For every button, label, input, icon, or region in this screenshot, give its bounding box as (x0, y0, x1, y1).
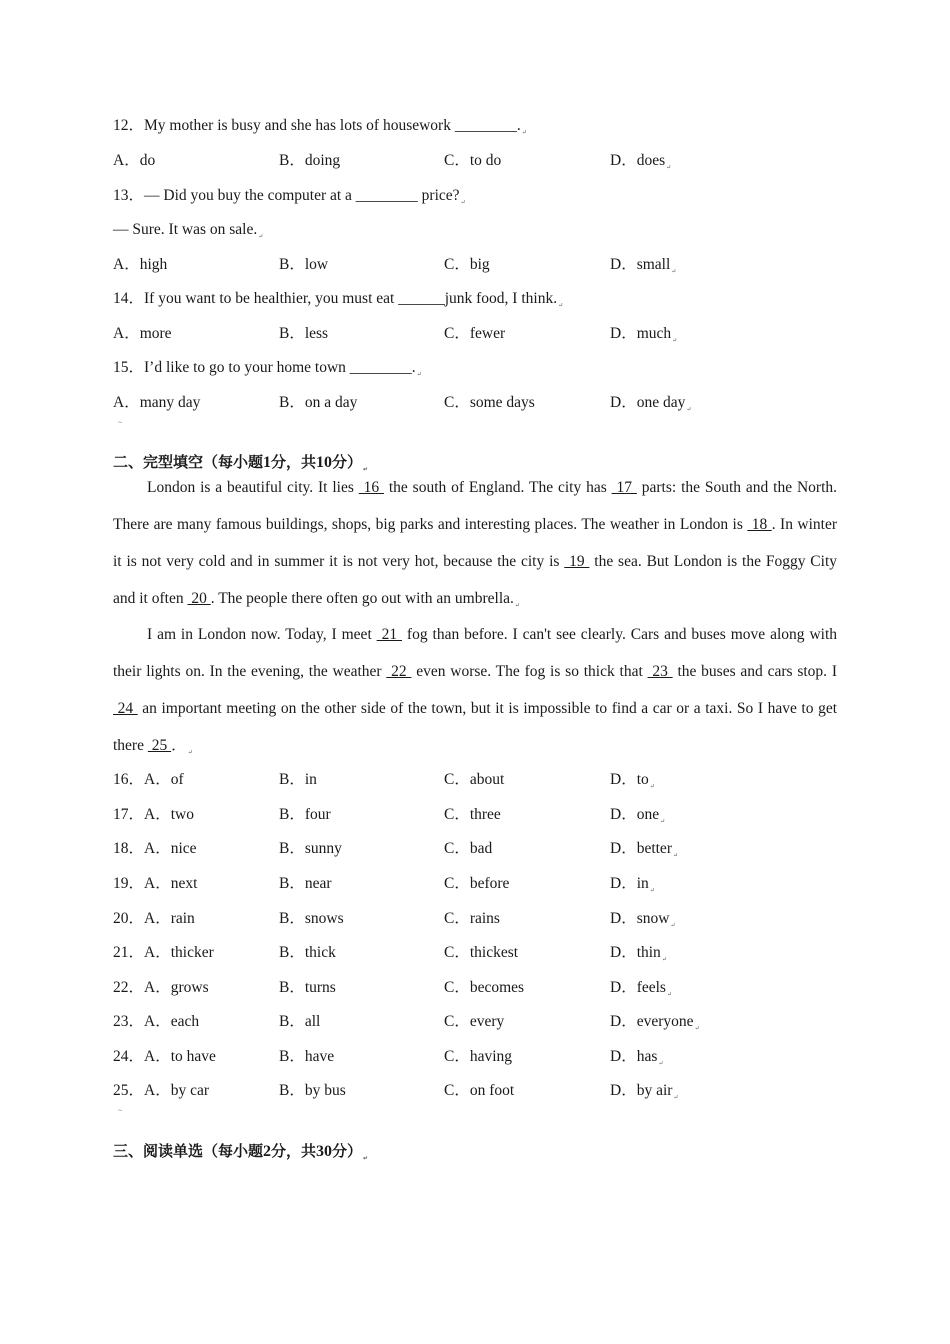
q24-option-d: D．has$_↵$ (610, 1048, 664, 1067)
paragraph-mark-icon: ↵ (363, 466, 369, 473)
paragraph-mark-icon: ↵ (670, 923, 676, 929)
cloze-paragraph-1: London is a beautiful city. It lies 16 the south of England. The city has 17 parts: the South and the North. There are many famous buildings, shops, big parks and interesting places. The weather in London is 18 . In winter it is not very cold and in summer it is not very hot, because the city is 19 the sea. But London is the Foggy City and it often 20 . The people there often go out with an $umbrella._↵$ (113, 479, 838, 609)
q16-option-d: D．$to_↵$ (610, 771, 655, 790)
q21-option-b: B．thick (279, 944, 336, 961)
q15-option-d: D．one day$_↵$ (610, 394, 692, 413)
q12-option-a: A．do (113, 152, 156, 169)
q21-option-d: D．thin$_↵$ (610, 944, 667, 963)
q14-option-b: B．less (279, 325, 329, 342)
q17-option-b: B．four (279, 806, 331, 823)
paragraph-mark-icon: ↵ (694, 1026, 700, 1032)
q20-option-b: B．snows (279, 910, 344, 927)
paragraph-mark-icon: ↵ (416, 372, 422, 378)
paragraph-mark-icon: ↵ (363, 1155, 369, 1162)
q23-option-d: D．everyone$_↵$ (610, 1013, 700, 1032)
paragraph-mark-icon: ↵ (672, 853, 679, 859)
q23-option-b: B．all (279, 1013, 321, 1030)
q14-option-d: D．much$_↵$ (610, 325, 678, 344)
q16-option-c: C．about (444, 771, 505, 788)
cloze-question-23: 23．A．each (113, 1013, 200, 1030)
q19-option-c: C．before (444, 875, 510, 892)
paragraph-mark-icon: ↵ (649, 888, 655, 894)
q22-option-c: C．becomes (444, 979, 525, 996)
cloze-question-17: 17．A．two (113, 806, 194, 823)
q14-option-c: C．fewer (444, 325, 506, 342)
blank-16: 16 (358, 479, 384, 496)
q23-option-c: C．every (444, 1013, 505, 1030)
paragraph-mark-icon: ↵ (666, 165, 672, 171)
blank-25: 25 (147, 737, 172, 754)
empty-paragraph-mark-icon: ~ (118, 1107, 122, 1115)
blank-17: 17 (611, 479, 637, 496)
paragraph-mark-icon: ↵ (673, 1095, 679, 1101)
q16-option-b: B．in (279, 771, 317, 788)
cloze-paragraph-2: I am in London now. Today, I meet 21 fog than before. I can't see clearly. Cars and buses move along with their lights on. In the evening, the weather 22 even worse. The fog is so thick that 23 the buses and cars stop. I 24 an important meeting on the other side of the town, but it is impossible to find a car or a taxi. So I have to get there 25 ．$_↵$ (113, 626, 838, 756)
cloze-question-25: 25．A．by car (113, 1082, 210, 1099)
q20-option-c: C．rains (444, 910, 500, 927)
q13-option-d: D．small$_↵$ (610, 256, 677, 275)
paragraph-mark-icon: ↵ (514, 603, 520, 609)
cloze-question-24: 24．A．to have (113, 1048, 216, 1065)
cloze-question-19: 19．A．next (113, 875, 198, 892)
cloze-question-21: 21．A．thicker (113, 944, 214, 961)
q12-option-c: C．to do (444, 152, 502, 169)
q18-option-b: B．sunny (279, 840, 342, 857)
q25-option-c: C．on foot (444, 1082, 515, 1099)
paragraph-mark-icon: ↵ (187, 750, 193, 756)
empty-paragraph-mark-icon: ~ (118, 419, 122, 427)
q18-option-d: D．better$_↵$ (610, 840, 679, 859)
q25-option-d: D．by air$_↵$ (610, 1082, 679, 1101)
paragraph-mark-icon: ↵ (658, 1061, 664, 1067)
blank-21: 21 (376, 626, 403, 643)
paragraph-mark-icon: ↵ (666, 992, 672, 998)
blank-23: 23 (647, 663, 673, 680)
q17-option-d: D．one$_↵$ (610, 806, 666, 825)
q12-option-d: D．does$_↵$ (610, 152, 672, 171)
q13-option-c: C．big (444, 256, 490, 273)
paragraph-mark-icon: ↵ (661, 957, 667, 963)
paragraph-mark-icon: ↵ (660, 819, 666, 825)
paragraph-mark-icon: ↵ (521, 130, 527, 136)
q20-option-d: D．snow$_↵$ (610, 910, 676, 929)
blank-20: 20 (187, 590, 211, 607)
paragraph-mark-icon: ↵ (649, 784, 655, 790)
blank-19: 19 (564, 553, 590, 570)
q19-option-d: D．$in_↵$ (610, 875, 655, 894)
q15-option-a: A．many day (113, 394, 201, 411)
blank-18: 18 (747, 516, 772, 533)
q13-option-a: A．high (113, 256, 168, 273)
paragraph-mark-icon: ↵ (558, 303, 564, 309)
q17-option-c: C．three (444, 806, 501, 823)
question-13-stem: 13．— Did you buy the computer at a ________ $price?_↵$ (113, 187, 466, 206)
q24-option-b: B．have (279, 1048, 335, 1065)
q13-option-b: B．low (279, 256, 329, 273)
paragraph-mark-icon: ↵ (460, 200, 466, 206)
q14-option-a: A．more (113, 325, 172, 342)
question-13-stem-2: — Sure. It was on $sale._↵$ (113, 221, 264, 240)
q25-option-b: B．by bus (279, 1082, 346, 1099)
q15-option-c: C．some days (444, 394, 535, 411)
q22-option-b: B．turns (279, 979, 336, 996)
q24-option-c: C．having (444, 1048, 513, 1065)
cloze-question-22: 22．A．grows (113, 979, 209, 996)
paragraph-mark-icon: ↵ (671, 269, 677, 275)
q22-option-d: D．feels$_↵$ (610, 979, 672, 998)
section-3-heading: 三、阅读单选（每小题2分，共30分）$_↵$ (113, 1142, 369, 1162)
question-14-stem: 14．If you want to be healthier, you must eat ______junk food, I $think._↵$ (113, 290, 564, 309)
cloze-question-16: 16．A．of (113, 771, 184, 788)
q19-option-b: B．near (279, 875, 332, 892)
paragraph-mark-icon: ↵ (686, 407, 692, 413)
cloze-question-20: 20．A．rain (113, 910, 195, 927)
cloze-question-18: 18．A．nice (113, 840, 197, 857)
blank-24: 24 (113, 700, 138, 717)
q21-option-c: C．thickest (444, 944, 519, 961)
q12-option-b: B．doing (279, 152, 341, 169)
question-12-stem: 12．My mother is busy and she has lots of housework $\_\_\_\_\_\_\_\_._↵$ (113, 117, 527, 136)
section-2-heading: 二、完型填空（每小题1分，共10分）$_↵$ (113, 453, 369, 473)
q18-option-c: C．bad (444, 840, 493, 857)
paragraph-mark-icon: ↵ (258, 234, 264, 240)
blank-22: 22 (386, 663, 412, 680)
q15-option-b: B．on a day (279, 394, 358, 411)
paragraph-mark-icon: ↵ (672, 338, 678, 344)
question-15-stem: 15．I’d like to go to your home town $\_\_\_\_\_\_\_\_._↵$ (113, 359, 422, 378)
